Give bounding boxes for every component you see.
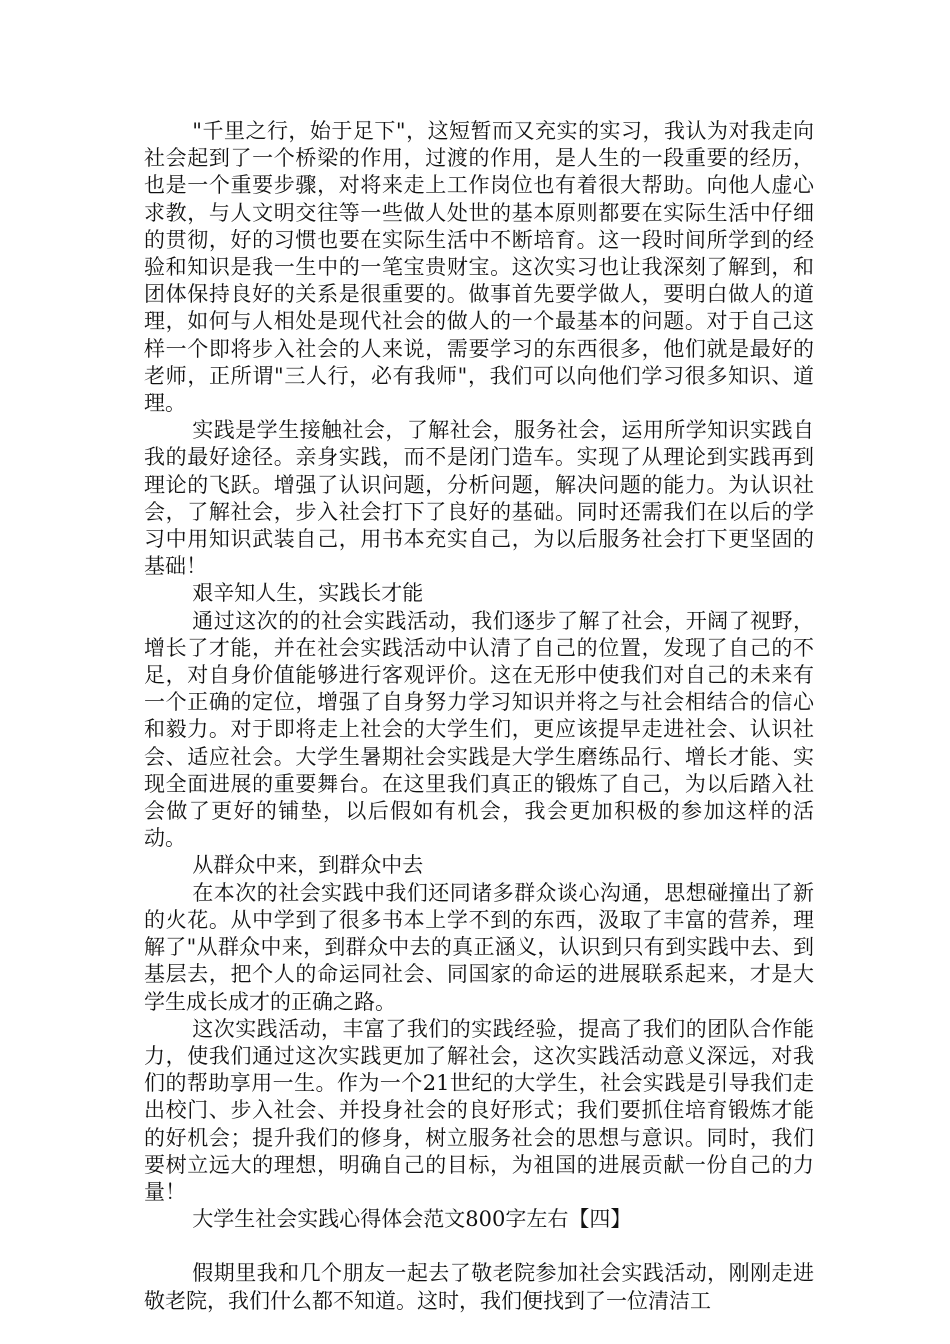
blank-line bbox=[144, 1233, 814, 1260]
paragraph-internship-reflection: "千里之行，始于足下"，这短暂而又充实的实习，我认为对我走向社会起到了一个桥梁的作用，过渡的作用，是人生的一段重要的经历，也是一个重要步骤，对将来走上工作岗位也有着很大帮助。向他人虚心求教，与人文明交往等一些做人处世的基本原则都要在实际生活中仔细的贯彻，好的习惯也要在实际生活中不断培育。这一段时间所学到的经验和知识是我一生中的一笔宝贵财宝。这次实习也让我深刻了解到，和团体保持良好的关系是很重要的。做事首先要学做人，要明白做人的道理，如何与人相处是现代社会的做人的一个最基本的问题。对于自己这样一个即将步入社会的人来说，需要学习的东西很多，他们就是最好的老师，正所谓"三人行，必有我师"，我们可以向他们学习很多知识、道理。 bbox=[144, 119, 814, 416]
essay-title-four: 大学生社会实践心得体会范文800字左右【四】 bbox=[192, 1207, 632, 1232]
section-heading-masses: 从群众中来，到群众中去 bbox=[192, 853, 424, 878]
paragraph-practice-summary: 这次实践活动，丰富了我们的实践经验，提高了我们的团队合作能力，使我们通过这次实践更加了解社会，这次实践活动意义深远，对我们的帮助享用一生。作为一个21世纪的大学生，社会实践是引导我们走出校门、步入社会、并投身社会的良好形式；我们要抓住培育锻炼才能的好机会；提升我们的修身，树立服务社会的思想与意识。同时，我们要树立远大的理想，明确自己的目标，为祖国的进展贡献一份自己的力量！ bbox=[144, 1016, 814, 1204]
section-heading-hardship: 艰辛知人生，实践长才能 bbox=[192, 581, 424, 606]
paragraph-social-practice-growth: 通过这次的的社会实践活动，我们逐步了解了社会，开阔了视野，增长了才能，并在社会实践活动中认清了自己的位置，发现了自己的不足，对自身价值能够进行客观评价。这在无形中使我们对自己的未来有一个正确的定位，增强了自身努力学习知识并将之与社会相结合的信心和毅力。对于即将走上社会的大学生们，更应该提早走进社会、认识社会、适应社会。大学生暑期社会实践是大学生磨练品行、增长才能、实现全面进展的重要舞台。在这里我们真正的锻炼了自己，为以后踏入社会做了更好的铺垫，以后假如有机会，我会更加积极的参加这样的活动。 bbox=[144, 608, 814, 851]
paragraph-masses-communication: 在本次的社会实践中我们还同诸多群众谈心沟通，思想碰撞出了新的火花。从中学到了很多书本上学不到的东西，汲取了丰富的营养，理解了"从群众中来，到群众中去的真正涵义，认识到只有到实践中去、到基层去，把个人的命运同社会、同国家的命运的进展联系起来，才是大学生成长成才的正确之路。 bbox=[144, 880, 814, 1014]
paragraph-practice-value: 实践是学生接触社会，了解社会，服务社会，运用所学知识实践自我的最好途径。亲身实践，而不是闭门造车。实现了从理论到实践再到理论的飞跃。增强了认识问题，分析问题，解决问题的能力。为认识社会，了解社会，步入社会打下了良好的基础。同时还需我们在以后的学习中用知识武装自己，用书本充实自己，为以后服务社会打下更坚固的基础！ bbox=[144, 418, 814, 579]
paragraph-nursing-home: 假期里我和几个朋友一起去了敬老院参加社会实践活动，刚刚走进敬老院，我们什么都不知道。这时，我们便找到了一位清洁工 bbox=[144, 1261, 814, 1313]
document-page bbox=[144, 118, 814, 1315]
